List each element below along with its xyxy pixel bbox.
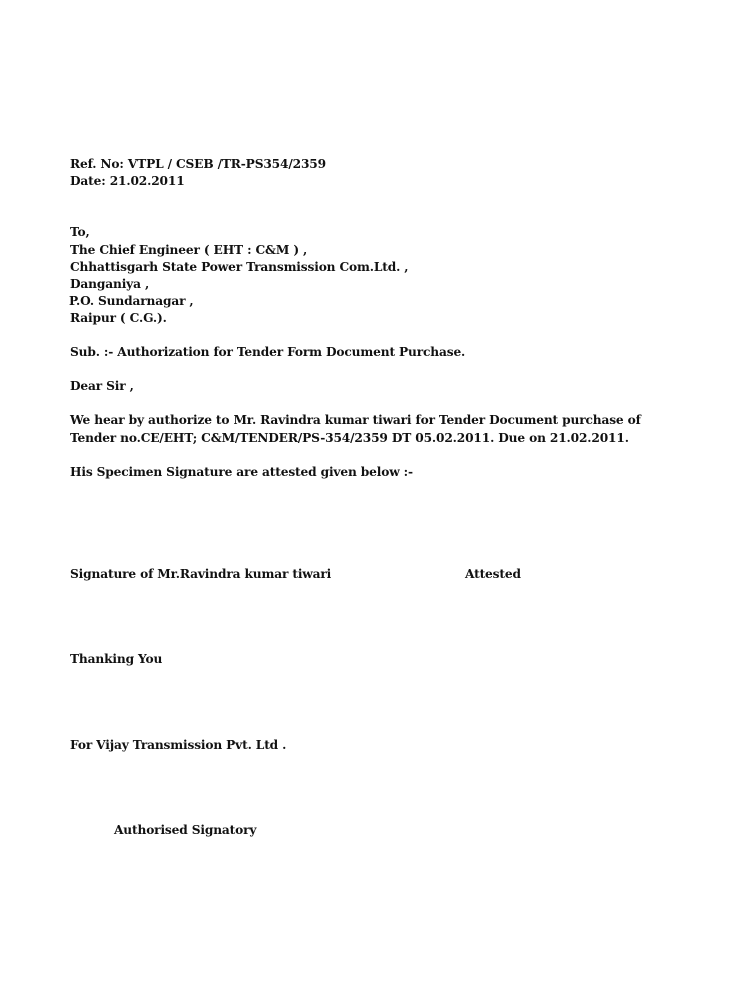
company-name: For Vijay Transmission Pvt. Ltd .	[70, 738, 287, 752]
body-line-1: We hear by authorize to Mr. Ravindra kumar tiwari for Tender Document purchase of	[70, 413, 641, 427]
authorised-signatory: Authorised Signatory	[114, 823, 257, 837]
signature-label: Signature of Mr.Ravindra kumar tiwari	[70, 567, 332, 581]
recipient-line-2: Chhattisgarh State Power Transmission Com.Ltd. ,	[70, 260, 409, 274]
recipient-line-5: Raipur ( C.G.).	[70, 311, 167, 325]
recipient-line-3: Danganiya ,	[70, 277, 150, 291]
letter-date: Date: 21.02.2011	[70, 174, 185, 188]
body-line-2: Tender no.CE/EHT; C&M/TENDER/PS-354/2359 DT 05.02.2011. Due on 21.02.2011.	[70, 431, 629, 445]
specimen-note: His Specimen Signature are attested given below :-	[70, 465, 413, 479]
attested-label: Attested	[465, 567, 521, 581]
recipient-line-1: The Chief Engineer ( EHT : C&M ) ,	[70, 243, 308, 257]
to-salutation: To,	[70, 225, 90, 239]
subject-line: Sub. :- Authorization for Tender Form Document Purchase.	[70, 345, 466, 359]
recipient-line-4: P.O. Sundarnagar ,	[69, 294, 194, 308]
greeting: Dear Sir ,	[70, 379, 134, 393]
reference-number: Ref. No: VTPL / CSEB /TR-PS354/2359	[70, 157, 326, 171]
closing: Thanking You	[70, 652, 163, 666]
